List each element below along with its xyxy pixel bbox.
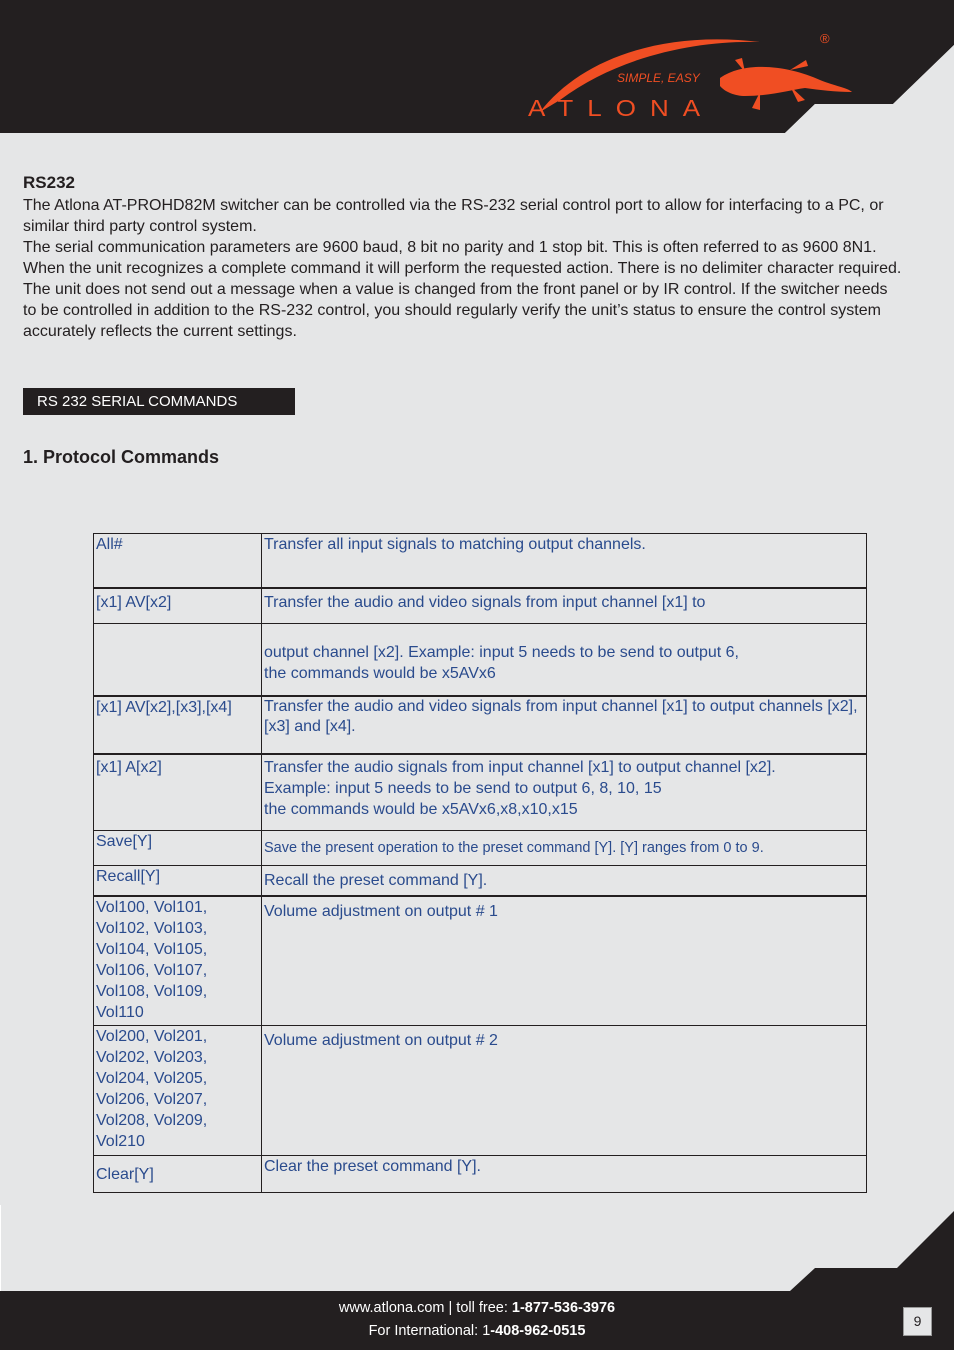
table-row xyxy=(94,831,867,866)
table-row xyxy=(94,866,867,896)
description-cell: Transfer the audio signals from input channel [x1] to output channel [x2]. Example: input 5 needs to be send to output 6, 8, 10, 15 the commands would be x5AVx6,x8,x10,x15 xyxy=(262,754,867,831)
description-cell: output channel [x2]. Example: input 5 needs to be send to output 6, the commands would be x5AVx6 xyxy=(262,624,867,696)
footer-web-text: www.atlona.com | toll free: xyxy=(338,1300,512,1316)
protocol-title: 1. Protocol Commands xyxy=(23,447,220,467)
section-heading: RS232 xyxy=(23,173,75,192)
table-row xyxy=(94,534,867,588)
page-number: 9 xyxy=(903,1307,932,1336)
command-cell: Clear[Y] xyxy=(94,1156,262,1193)
description-cell: Clear the preset command [Y]. xyxy=(262,1156,867,1193)
intro-paragraph-2: The serial communication parameters are 9600 baud, 8 bit no parity and 1 stop bit. This is often referred to as 9600 8N1. When the unit recognizes a complete command it will perform the requested action. There is no delimiter character required. xyxy=(23,239,902,277)
page-header xyxy=(0,0,954,133)
footer-international-line xyxy=(0,1323,954,1339)
command-cell: Recall[Y] xyxy=(94,866,262,896)
table-row xyxy=(94,1156,867,1193)
command-cell: [x1] AV[x2] xyxy=(94,588,262,624)
command-cell: All# xyxy=(94,534,262,588)
intro-section xyxy=(23,173,903,342)
commands-table xyxy=(93,533,867,1193)
footer-contact-line xyxy=(0,1300,954,1316)
intro-paragraph-1: The Atlona AT-PROHD82M switcher can be controlled via the RS-232 serial control port to allow for interfacing to a PC, or similar third party control system. xyxy=(23,197,884,235)
table-row xyxy=(94,754,867,831)
description-cell: Transfer all input signals to matching output channels. xyxy=(262,534,867,588)
table-row xyxy=(94,1026,867,1156)
command-cell: Save[Y] xyxy=(94,831,262,866)
footer-intl-label: For International: 1 xyxy=(368,1323,491,1339)
page-footer xyxy=(0,1291,954,1350)
command-cell: Vol100, Vol101, Vol102, Vol103, Vol104, Vol105, Vol106, Vol107, Vol108, Vol109, Vol110 xyxy=(94,896,262,1026)
logo-tagline: SIMPLE, EASY xyxy=(617,71,700,85)
footer-corner-shape xyxy=(0,1205,954,1295)
table-row xyxy=(94,624,867,696)
description-cell: Volume adjustment on output # 1 xyxy=(262,896,867,1026)
description-cell: Recall the preset command [Y]. xyxy=(262,866,867,896)
description-cell: Volume adjustment on output # 2 xyxy=(262,1026,867,1156)
command-cell xyxy=(94,624,262,696)
command-cell: [x1] A[x2] xyxy=(94,754,262,831)
table-row xyxy=(94,896,867,1026)
footer-tollfree-number: 1-877-536-3976 xyxy=(511,1300,616,1316)
intro-paragraph-3: The unit does not send out a message when a value is changed from the front panel or by IR control. If the switcher needs to be controlled in addition to the RS-232 control, you should regularly verify the unit’s status to ensure the control system accurately reflects the current settings. xyxy=(23,281,888,340)
logo-wordmark: ATLONA xyxy=(528,94,715,122)
footer-intl-number: -408-962-0515 xyxy=(490,1323,586,1339)
command-cell: [x1] AV[x2],[x3],[x4] xyxy=(94,696,262,754)
command-cell: Vol200, Vol201, Vol202, Vol203, Vol204, Vol205, Vol206, Vol207, Vol208, Vol209, Vol210 xyxy=(94,1026,262,1156)
description-cell: Transfer the audio and video signals from input channel [x1] to output channels [x2], [x3] and [x4]. xyxy=(262,696,867,754)
description-cell: Save the present operation to the preset command [Y]. [Y] ranges from 0 to 9. xyxy=(262,831,867,866)
gecko-logo-icon xyxy=(0,0,954,133)
table-row xyxy=(94,588,867,624)
description-cell: Transfer the audio and video signals from input channel [x1] to xyxy=(262,588,867,624)
section-bar: RS 232 SERIAL COMMANDS xyxy=(23,388,295,415)
table-row xyxy=(94,696,867,754)
registered-mark: ® xyxy=(820,31,830,46)
